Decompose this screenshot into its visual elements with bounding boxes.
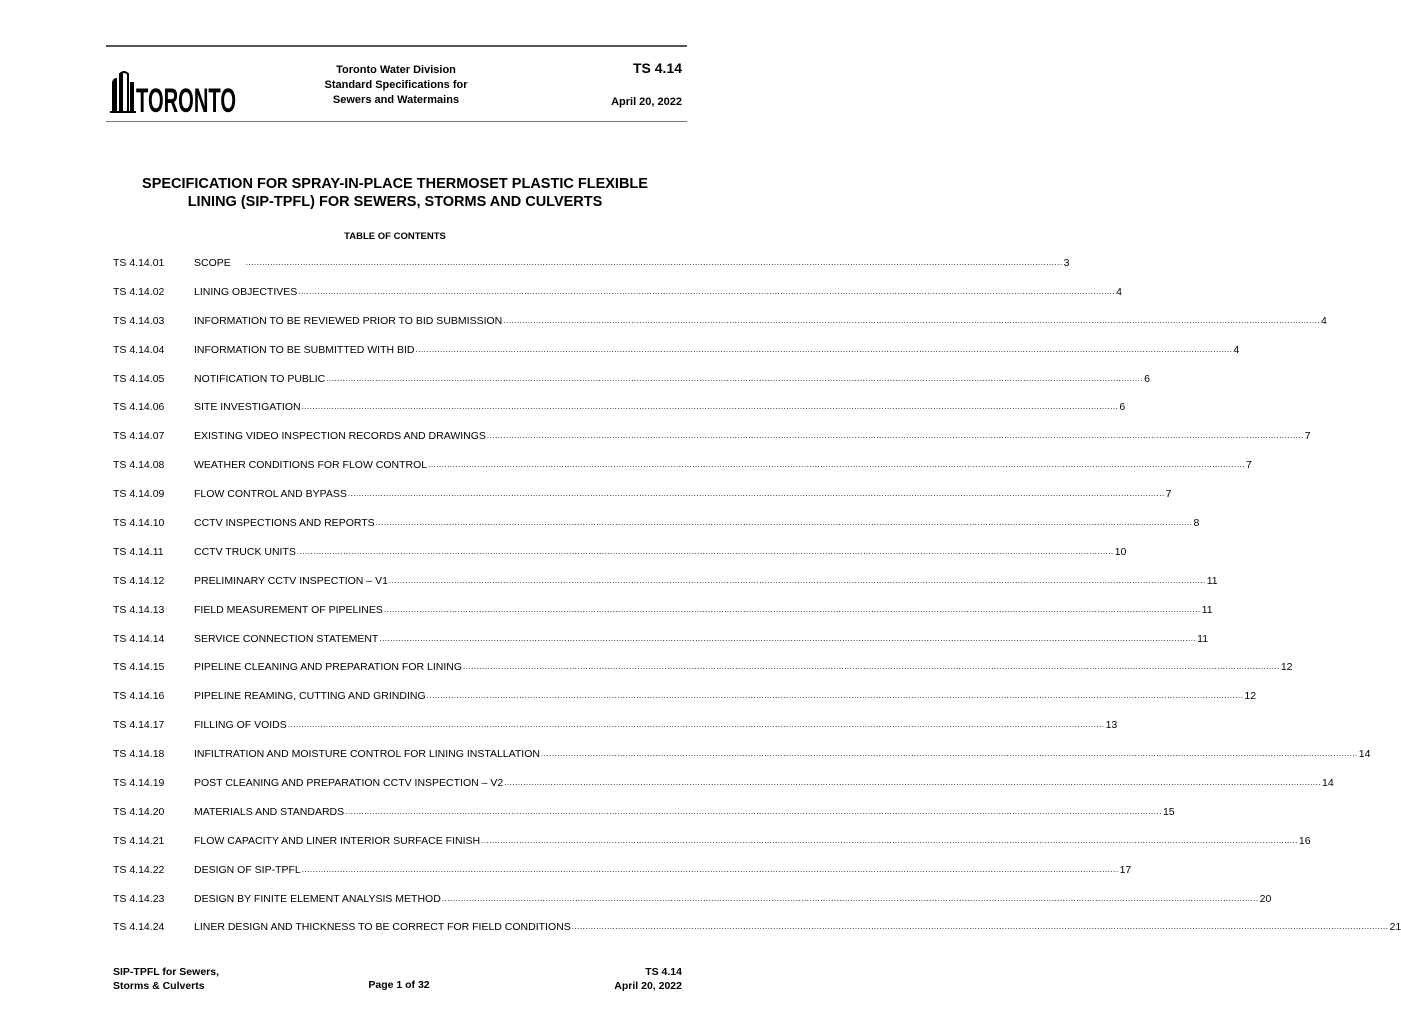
- toc-entry[interactable]: [113, 256, 1070, 285]
- toc-entry[interactable]: [113, 574, 1218, 603]
- toc-entry-page: 4: [1233, 343, 1240, 356]
- header-bottom-rule: [106, 121, 687, 122]
- toc-entry-number: TS 4.14.09: [113, 488, 165, 501]
- toc-entry-number: TS 4.14.20: [113, 805, 165, 818]
- toc-entry-title: PIPELINE CLEANING AND PREPARATION FOR LINING: [194, 661, 463, 674]
- toc-leader-dots: ............................................................................................................................................................................................................................................................................................................: [345, 806, 1162, 816]
- toc-entry-page: 11: [1197, 632, 1209, 645]
- toc-entry-title: SCOPE: [194, 257, 231, 269]
- footer-right-line-2: April 20, 2022: [614, 980, 682, 992]
- toc-leader-dots: ............................................................................................................................................................................................................................................................................................................: [441, 893, 1259, 903]
- toc-entry-page: 15: [1162, 805, 1175, 818]
- footer-right-line-1: TS 4.14: [645, 966, 682, 978]
- toc-entry-page: 14: [1322, 777, 1334, 790]
- toc-entry-title: SITE INVESTIGATION: [194, 401, 301, 414]
- toc-entry-page: 6: [1119, 401, 1126, 414]
- toc-entry-title: INFORMATION TO BE SUBMITTED WITH BID: [194, 343, 415, 356]
- toc-entry[interactable]: [113, 920, 1401, 949]
- toc-entry-page: 17: [1119, 863, 1132, 876]
- toc-entry-number: TS 4.14.03: [113, 314, 165, 327]
- toc-leader-dots: ............................................................................................................................................................................................................................................................................................................: [347, 489, 1165, 499]
- document-title: [100, 175, 690, 211]
- toc-entry-number: TS 4.14.19: [113, 777, 165, 790]
- toc-leader-dots: ............................................................................................................................................................................................................................................................................................................: [301, 402, 1119, 412]
- toc-entry-number: TS 4.14.04: [113, 343, 165, 356]
- toc-entry-title: FIELD MEASUREMENT OF PIPELINES: [194, 603, 383, 616]
- footer-right: [614, 965, 682, 993]
- toc-entry-title: MATERIALS AND STANDARDS: [194, 805, 345, 818]
- toc-entry[interactable]: [113, 632, 1209, 661]
- toc-entry-page: 13: [1105, 719, 1118, 732]
- toc-leader-dots: ............................................................................................................................................................................................................................................................................................................: [428, 460, 1245, 470]
- toc-entry[interactable]: [113, 689, 1257, 718]
- standard-spec-line: Standard Specifications for: [324, 79, 468, 91]
- city-hall-logo-icon: [110, 68, 240, 120]
- toc-entry-number: TS 4.14.13: [113, 603, 165, 616]
- toc-entry[interactable]: [113, 516, 1200, 545]
- toc-entry-number: TS 4.14.15: [113, 661, 165, 674]
- toc-leader-dots: ............................................................................................................................................................................................................................................................................................................: [287, 720, 1105, 730]
- toc-leader-dots: ............................................................................................................................................................................................................................................................................................................: [301, 864, 1119, 874]
- toc-leader-dots: ............................................................................................................................................................................................................................................................................................................: [298, 286, 1116, 296]
- toc-entry-page: 7: [1165, 488, 1172, 501]
- toc-heading: TABLE OF CONTENTS: [344, 231, 446, 242]
- toc-entry-number: TS 4.14.07: [113, 430, 165, 443]
- toc-entry-number: TS 4.14.10: [113, 517, 165, 530]
- toc-entry-number: TS 4.14.16: [113, 690, 165, 703]
- toc-entry-number: TS 4.14.24: [113, 921, 165, 934]
- toc-entry-title: INFILTRATION AND MOISTURE CONTROL FOR LINING INSTALLATION: [194, 748, 540, 761]
- toc-entry-number: TS 4.14.21: [113, 834, 165, 847]
- toc-entry[interactable]: [113, 718, 1118, 747]
- toc-entry-number: TS 4.14.14: [113, 632, 165, 645]
- toc-entry-page: 8: [1193, 517, 1200, 530]
- toc-entry-page: 7: [1245, 459, 1252, 472]
- toc-entry[interactable]: [113, 892, 1272, 921]
- spec-number: TS 4.14: [632, 60, 682, 76]
- toc-entry-number: TS 4.14.01: [113, 257, 165, 269]
- toc-leader-dots: ............................................................................................................................................................................................................................................................................................................: [463, 662, 1280, 672]
- toc-entry-title: LINER DESIGN AND THICKNESS TO BE CORRECT FOR FIELD CONDITIONS: [194, 921, 571, 934]
- toc-entry-number: TS 4.14.23: [113, 892, 165, 905]
- toc-entry-page: 6: [1144, 372, 1150, 385]
- toc-entry-page: 4: [1116, 285, 1122, 298]
- toc-leader-dots: ............................................................................................................................................................................................................................................................................................................: [571, 922, 1389, 932]
- toc-entry-title: SERVICE CONNECTION STATEMENT: [194, 632, 379, 645]
- toc-entry-page: 11: [1206, 574, 1218, 587]
- toc-entry[interactable]: [113, 400, 1126, 429]
- logo-wordmark: TORONTO: [136, 82, 236, 120]
- toc-entry-page: 11: [1201, 603, 1213, 616]
- toc-entry-title: WEATHER CONDITIONS FOR FLOW CONTROL: [194, 459, 428, 472]
- toc-entry[interactable]: [113, 747, 1371, 776]
- toc-entry-page: 3: [1063, 257, 1070, 269]
- toc-leader-dots: ............................................................................................................................................................................................................................................................................................................: [245, 258, 1063, 267]
- toc-entry[interactable]: [113, 429, 1311, 458]
- title-line-2: LINING (SIP-TPFL) FOR SEWERS, STORMS AND CULVERTS: [187, 194, 603, 210]
- toc-entry-title: LINING OBJECTIVES: [194, 285, 298, 298]
- toc-entry-number: TS 4.14.17: [113, 719, 165, 732]
- toc-leader-dots: ............................................................................................................................................................................................................................................................................................................: [503, 315, 1321, 325]
- toc-leader-dots: ............................................................................................................................................................................................................................................................................................................: [504, 778, 1322, 788]
- toc-entry-number: TS 4.14.18: [113, 748, 165, 761]
- footer-left: [113, 965, 219, 993]
- toc-entry-page: 7: [1304, 430, 1311, 443]
- toc-entry-number: TS 4.14.06: [113, 401, 165, 414]
- toc-entry-title: CCTV TRUCK UNITS: [194, 545, 296, 558]
- toc-entry[interactable]: [113, 603, 1213, 632]
- footer-page-number: Page 1 of 32: [368, 979, 430, 991]
- toc-leader-dots: ............................................................................................................................................................................................................................................................................................................: [326, 373, 1144, 383]
- toc-leader-dots: ............................................................................................................................................................................................................................................................................................................: [426, 691, 1244, 701]
- toc-entry[interactable]: [113, 805, 1175, 834]
- toc-leader-dots: ............................................................................................................................................................................................................................................................................................................: [540, 749, 1358, 759]
- toc-entry-page: 10: [1114, 545, 1127, 558]
- footer-left-line-2: Storms & Culverts: [113, 980, 205, 992]
- footer-left-line-1: SIP-TPFL for Sewers,: [113, 966, 219, 978]
- toc-entry-title: PRELIMINARY CCTV INSPECTION – V1: [194, 574, 388, 587]
- header-division-block: [296, 63, 496, 108]
- sewers-watermains-line: Sewers and Watermains: [332, 94, 460, 106]
- toc-entry[interactable]: [113, 834, 1311, 863]
- toc-leader-dots: ............................................................................................................................................................................................................................................................................................................: [388, 575, 1206, 585]
- toc-entry-title: DESIGN OF SIP-TPFL: [194, 863, 301, 876]
- toc-entry[interactable]: [113, 487, 1172, 516]
- toc-entry-title: FLOW CONTROL AND BYPASS: [194, 488, 347, 501]
- toc-entry[interactable]: [113, 776, 1334, 805]
- division-name: Toronto Water Division: [336, 64, 456, 76]
- header-top-rule: [106, 45, 687, 47]
- toc-entry-page: 20: [1259, 892, 1272, 905]
- toc-entry-title: DESIGN BY FINITE ELEMENT ANALYSIS METHOD: [194, 892, 441, 905]
- toc-entry-page: 4: [1321, 314, 1327, 327]
- toronto-logo: [110, 68, 240, 120]
- toc-entry[interactable]: [113, 285, 1122, 314]
- toc-leader-dots: ............................................................................................................................................................................................................................................................................................................: [375, 518, 1193, 528]
- toc-entry-number: TS 4.14.22: [113, 863, 165, 876]
- toc-entry-number: TS 4.14.11: [113, 545, 164, 558]
- title-line-1: SPECIFICATION FOR SPRAY-IN-PLACE THERMOSET PLASTIC FLEXIBLE: [142, 176, 648, 192]
- toc-entry-number: TS 4.14.12: [113, 574, 165, 587]
- spec-date: April 20, 2022: [611, 96, 682, 108]
- toc-entry[interactable]: [113, 660, 1293, 689]
- toc-leader-dots: ............................................................................................................................................................................................................................................................................................................: [296, 546, 1114, 556]
- toc-entry[interactable]: [113, 545, 1127, 574]
- toc-entry[interactable]: [113, 372, 1150, 401]
- toc-entry[interactable]: [113, 314, 1327, 343]
- toc-entry-number: TS 4.14.05: [113, 372, 165, 385]
- toc-entry-title: EXISTING VIDEO INSPECTION RECORDS AND DRAWINGS: [194, 430, 486, 443]
- toc-leader-dots: ............................................................................................................................................................................................................................................................................................................: [415, 344, 1233, 354]
- toc-entry[interactable]: [113, 458, 1252, 487]
- toc-leader-dots: ............................................................................................................................................................................................................................................................................................................: [486, 431, 1304, 441]
- toc-entry-number: TS 4.14.02: [113, 285, 165, 298]
- toc-entry-title: FLOW CAPACITY AND LINER INTERIOR SURFACE FINISH: [194, 834, 481, 847]
- toc-entry[interactable]: [113, 863, 1132, 892]
- toc-entry-page: 21: [1389, 921, 1401, 934]
- toc-entry-title: INFORMATION TO BE REVIEWED PRIOR TO BID SUBMISSION: [194, 314, 503, 327]
- toc-leader-dots: ............................................................................................................................................................................................................................................................................................................: [481, 835, 1298, 845]
- toc-entry-title: POST CLEANING AND PREPARATION CCTV INSPECTION – V2: [194, 777, 504, 790]
- toc-entry-title: CCTV INSPECTIONS AND REPORTS: [194, 517, 375, 530]
- toc-entry-page: 14: [1358, 748, 1371, 761]
- toc-entry-page: 12: [1280, 661, 1293, 674]
- toc-entry-page: 16: [1298, 834, 1311, 847]
- toc-entry-page: 12: [1244, 690, 1257, 703]
- toc-entry-title: FILLING OF VOIDS: [194, 719, 287, 732]
- table-of-contents: [113, 256, 1401, 949]
- toc-leader-dots: ............................................................................................................................................................................................................................................................................................................: [383, 604, 1201, 614]
- toc-entry[interactable]: [113, 343, 1240, 372]
- toc-leader-dots: ............................................................................................................................................................................................................................................................................................................: [379, 633, 1197, 643]
- toc-entry-title: PIPELINE REAMING, CUTTING AND GRINDING: [194, 690, 426, 703]
- toc-entry-number: TS 4.14.08: [113, 459, 165, 472]
- toc-entry-title: NOTIFICATION TO PUBLIC: [194, 372, 326, 385]
